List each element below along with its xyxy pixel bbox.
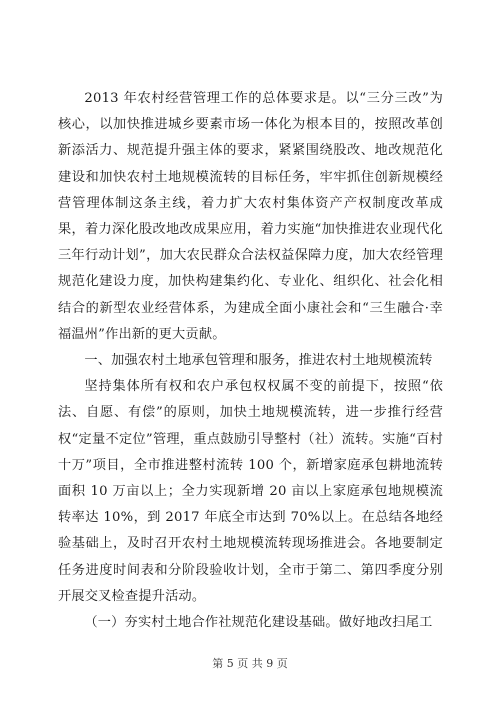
paragraph-general-requirements: 2013 年农村经营管理工作的总体要求是。以“三分三改”为核心，以加快推进城乡要素市场一体化为根本目的，按照改革创新添活力、规范提升强主体的要求，紧紧围绕股改、地改规范化建设和加快农村土地规模流转的目标任务，牢牢抓住创新规模经营管理体制这条主线，着力扩大农村集体资产产权制度改革成果，着力深化股改地改成果应用，着力实施“加快推进农业现代化三年行动计划”，加大农民群众合法权益保障力度，加大农经管理规范化建设力度，加快构建集约化、专业化、组织化、社会化相结合的新型农业经营体系，为建成全面小康社会和“三生融合·幸福温州”作出新的更大贡献。 [58,91,443,342]
paragraph-land-transfer: 坚持集体所有权和农户承包权权属不变的前提下，按照“依法、自愿、有偿”的原则，加快土地规模流转，进一步推行经营权“定量不定位”管理，重点鼓励引导整村（社）流转。实施“百村十万”项目，全市推进整村流转 100 个，新增家庭承包耕地流转面积 10 万亩以上；全力实现新增 20 亩以上家庭承包地规模流转率达 10%，到 2017 年底全市达到 70%以上。在总结各地经验基础上，及时召开农村土地规模流转现场推进会。各地要制定任务进度时间表和分阶段验收计划，全市于第二、第四季度分别开展交叉检查提升活动。 [58,379,443,604]
page-number-footer: 第 5 页 共 9 页 [212,657,288,670]
subsection-heading-cooperative: （一）夯实村土地合作社规范化建设基础。做好地改扫尾工 [84,615,433,631]
document-body [58,86,443,636]
section-heading-land-contract: 一、加强农村土地承包管理和服务，推进农村土地规模流转 [84,353,433,369]
